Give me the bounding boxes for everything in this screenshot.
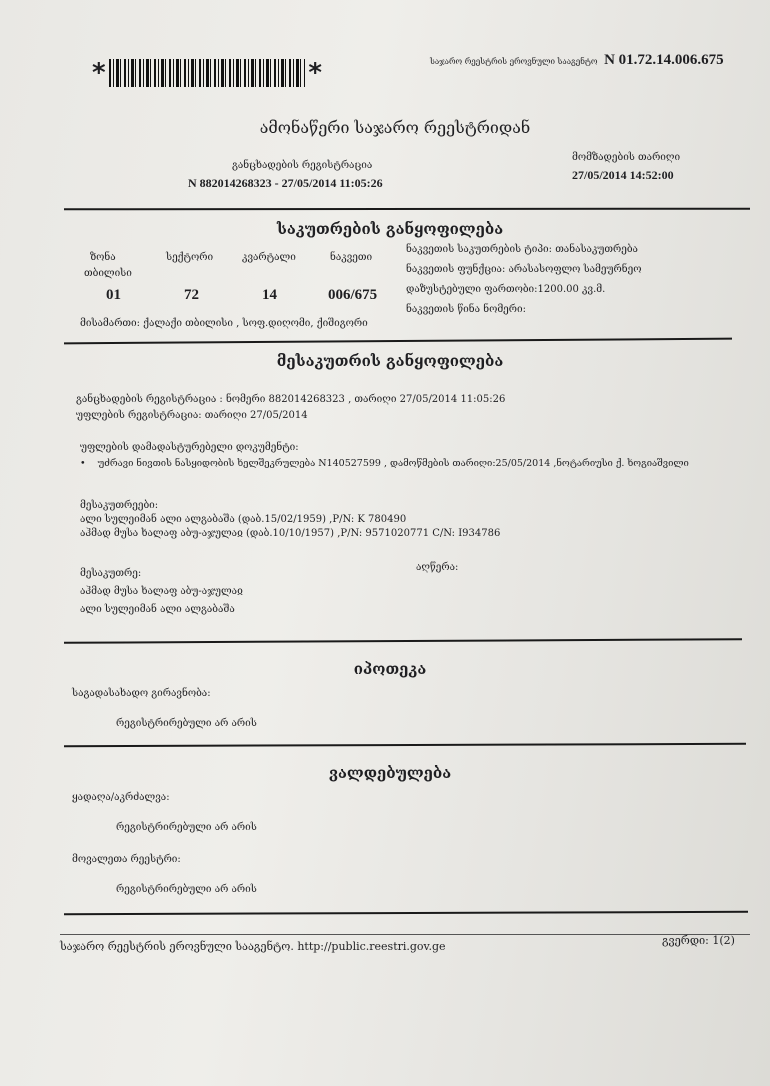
owner-2: აჰმად მუსა ხალაფ აბუ-აჯულაჲ (დაბ.10/10/1957) ,P/N: 9571020771 C/N: I934786 xyxy=(80,528,501,539)
col-zone-sub: თბილისი xyxy=(84,268,132,279)
application-label: განცხადების რეგისტრაცია xyxy=(232,160,373,171)
owner-heading: მესაკუთრის განყოფილება xyxy=(276,352,504,370)
document-title: ამონაწერი საჯარო რეესტრიდან xyxy=(259,118,531,137)
application-value: N 882014268323 - 27/05/2014 11:05:26 xyxy=(188,176,383,190)
barcode xyxy=(92,58,322,88)
docs-label: უფლების დამადასტურებელი დოკუმენტი: xyxy=(80,442,299,453)
owner-label: მესაკუთრე: xyxy=(80,568,142,579)
barcode-star-left: * xyxy=(92,58,106,88)
property-address: მისამართი: ქალაქი თბილისი , სოფ.დიღომი, ქიშიგორი xyxy=(80,318,368,329)
mortgage-value: რეგისტრირებული არ არის xyxy=(116,718,257,729)
owner-1: ალი სულეიმან ალი ალგაბაშა (დაბ.15/02/1959) ,P/N: K 780490 xyxy=(80,514,407,525)
val-zone: 01 xyxy=(106,287,121,303)
val-sector: 72 xyxy=(184,287,199,303)
col-sector: სექტორი xyxy=(166,252,214,263)
mortgage-heading: იპოთეკა xyxy=(353,660,427,678)
document-number-line xyxy=(430,52,724,69)
description-label: აღწერა: xyxy=(416,562,459,573)
col-zone: ზონა xyxy=(90,252,116,263)
barcode-star-right: * xyxy=(308,58,322,88)
footer-agency: საჯარო რეესტრის ეროვნული სააგენტო. http://public.reestri.gov.ge xyxy=(60,940,446,953)
obligations-heading: ვალდებულება xyxy=(328,764,452,782)
footer-page: გვერდი: 1(2) xyxy=(662,934,735,947)
owner-name-2: ალი სულეიმან ალი ალგაბაშა xyxy=(80,604,235,615)
footer-divider xyxy=(60,934,750,935)
owner-reg-line: უფლების რეგისტრაცია: თარიღი 27/05/2014 xyxy=(76,410,308,421)
divider xyxy=(64,338,732,345)
prep-date-value: 27/05/2014 14:52:00 xyxy=(572,168,674,182)
barcode-bars xyxy=(109,59,306,87)
owner-name-1: აჰმად მუსა ხალაფ აბუ-აჯულაჲ xyxy=(80,586,243,597)
divider xyxy=(64,638,742,644)
col-quarter: კვარტალი xyxy=(242,252,296,263)
prep-date-label: მომზადების თარიღი xyxy=(572,152,681,163)
doc-item: • უძრავი ნივთის ნასყიდობის ხელშეკრულება N140527599 , დამოწმების თარიღი:25/05/2014 ,ნოტარიუსი ქ. ხოგიაშვილი xyxy=(80,458,689,469)
seizure-value: რეგისტრირებული არ არის xyxy=(116,822,257,833)
prev-number: ნაკვეთის წინა ნომერი: xyxy=(406,304,526,315)
owners-label: მესაკუთრეები: xyxy=(80,500,159,511)
property-heading: საკუთრების განყოფილება xyxy=(276,220,504,238)
plot-function: ნაკვეთის ფუნქცია: არასასოფლო სამეურნეო xyxy=(406,264,642,275)
val-plot: 006/675 xyxy=(328,287,378,303)
document-number-prefix: საჯარო რეესტრის ეროვნული სააგენტო xyxy=(430,57,598,66)
divider xyxy=(64,911,748,915)
divider xyxy=(64,208,750,211)
debtors-value: რეგისტრირებული არ არის xyxy=(116,884,257,895)
val-quarter: 14 xyxy=(262,287,277,303)
mortgage-label: საგადასახადო გირავნობა: xyxy=(72,688,211,699)
ownership-type: ნაკვეთის საკუთრების ტიპი: თანასაკუთრება xyxy=(406,244,638,255)
col-plot: ნაკვეთი xyxy=(330,252,373,263)
document-number: N 01.72.14.006.675 xyxy=(604,52,724,68)
divider xyxy=(64,743,746,747)
seizure-label: ყადაღა/აკრძალვა: xyxy=(72,792,170,803)
owner-app-line: განცხადების რეგისტრაცია : ნომერი 882014268323 , თარიღი 27/05/2014 11:05:26 xyxy=(76,394,506,405)
debtors-label: მოვალეთა რეესტრი: xyxy=(72,854,181,865)
plot-area: დაზუსტებული ფართობი:1200.00 კვ.მ. xyxy=(406,284,606,295)
